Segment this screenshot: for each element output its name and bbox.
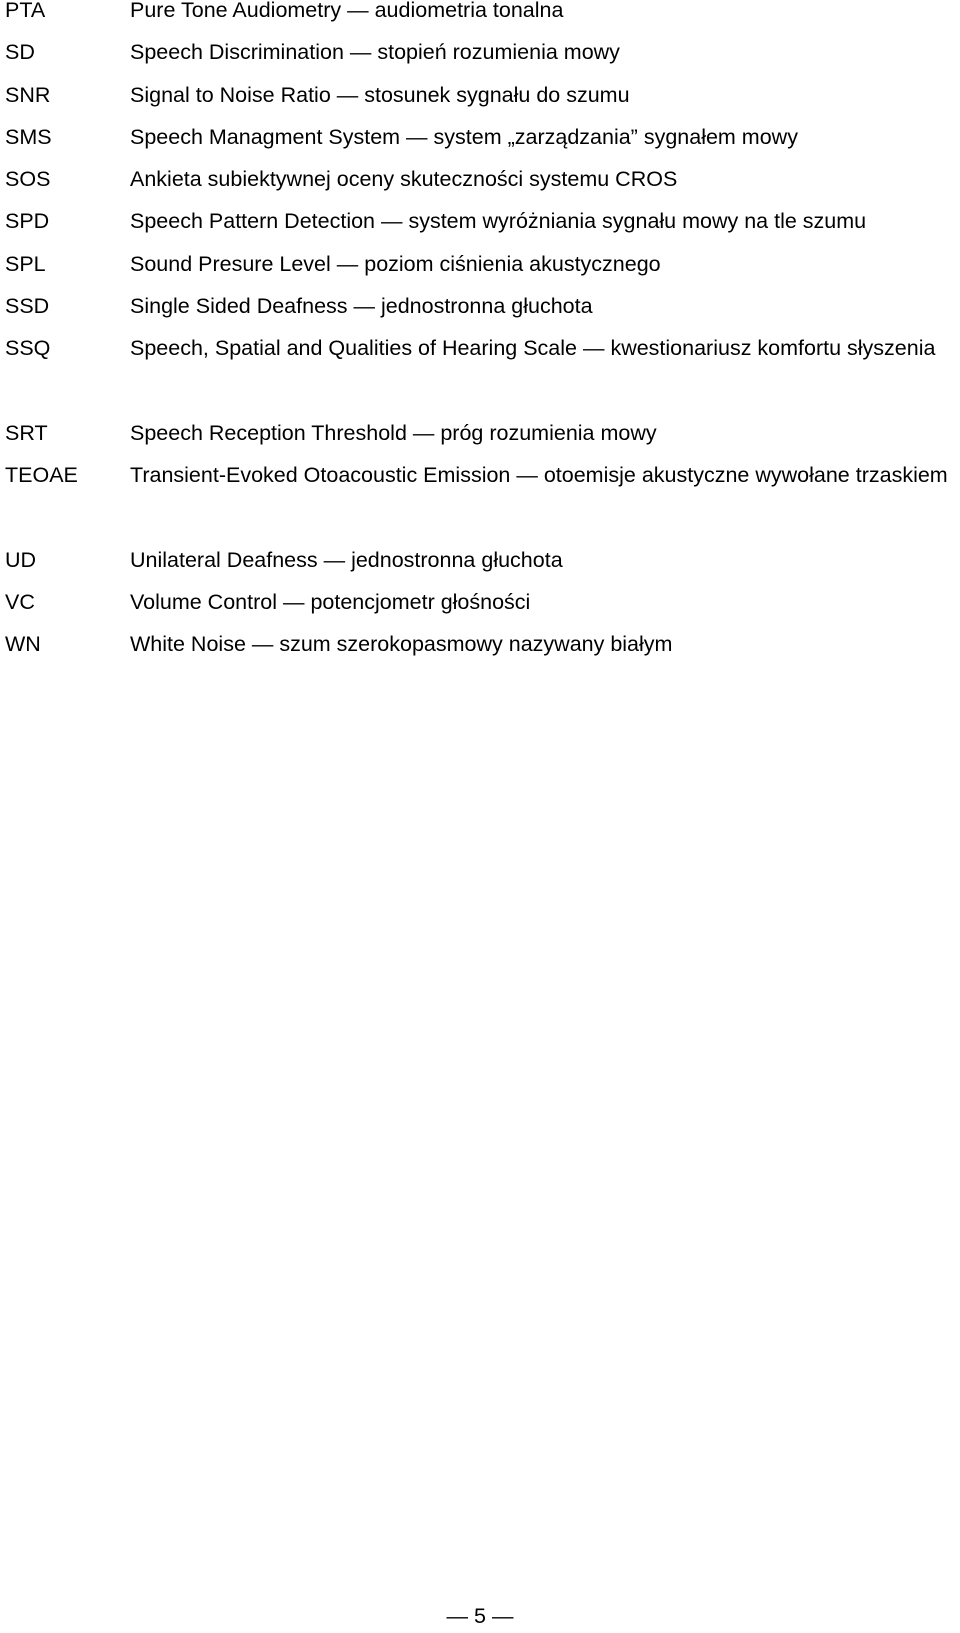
abbreviation-term: SPD bbox=[5, 209, 50, 234]
abbreviation-list bbox=[0, 0, 960, 677]
list-item bbox=[0, 338, 960, 423]
list-item bbox=[0, 465, 960, 550]
abbreviation-term: UD bbox=[5, 547, 37, 572]
abbreviation-definition: Speech, Spatial and Qualities of Hearing Scale — kwestionariusz komfortu słyszenia bbox=[130, 336, 936, 361]
abbreviation-definition: Pure Tone Audiometry — audiometria tonalna bbox=[130, 0, 564, 22]
abbreviation-definition: Speech Pattern Detection — system wyróżniania sygnału mowy na tle szumu bbox=[130, 209, 867, 234]
abbreviation-definition: White Noise — szum szerokopasmowy nazywany białym bbox=[130, 632, 673, 657]
list-item bbox=[0, 634, 960, 676]
abbreviation-definition: Transient-Evoked Otoacoustic Emission — otoemisje akustyczne wywołane trzaskiem bbox=[130, 463, 948, 488]
abbreviation-term: SSD bbox=[5, 294, 50, 319]
abbreviation-definition: Speech Managment System — system „zarządzania” sygnałem mowy bbox=[130, 124, 798, 149]
abbreviation-definition: Signal to Noise Ratio — stosunek sygnału do szumu bbox=[130, 82, 630, 107]
abbreviation-definition: Ankieta subiektywnej oceny skuteczności systemu CROS bbox=[130, 167, 678, 192]
abbreviation-term: SOS bbox=[5, 167, 51, 192]
abbreviation-definition: Single Sided Deafness — jednostronna głuchota bbox=[130, 294, 593, 319]
abbreviation-definition: Sound Presure Level — poziom ciśnienia akustycznego bbox=[130, 251, 661, 276]
abbreviation-definition: Unilateral Deafness — jednostronna głuchota bbox=[130, 547, 563, 572]
abbreviation-term: PTA bbox=[5, 0, 46, 22]
abbreviation-definition: Speech Discrimination — stopień rozumienia mowy bbox=[130, 40, 620, 65]
abbreviation-term: SD bbox=[5, 40, 35, 65]
page-number: — 5 — bbox=[446, 1604, 514, 1628]
abbreviation-term: SRT bbox=[5, 420, 48, 445]
abbreviation-definition: Speech Reception Threshold — próg rozumienia mowy bbox=[130, 420, 657, 445]
abbreviation-definition: Volume Control — potencjometr głośności bbox=[130, 590, 531, 615]
abbreviation-term: WN bbox=[5, 632, 41, 657]
abbreviation-term: SMS bbox=[5, 124, 52, 149]
abbreviation-term: TEOAE bbox=[5, 463, 78, 488]
abbreviation-term: SSQ bbox=[5, 336, 51, 361]
abbreviation-term: SPL bbox=[5, 251, 46, 276]
abbreviation-term: SNR bbox=[5, 82, 51, 107]
abbreviation-term: VC bbox=[5, 590, 35, 615]
